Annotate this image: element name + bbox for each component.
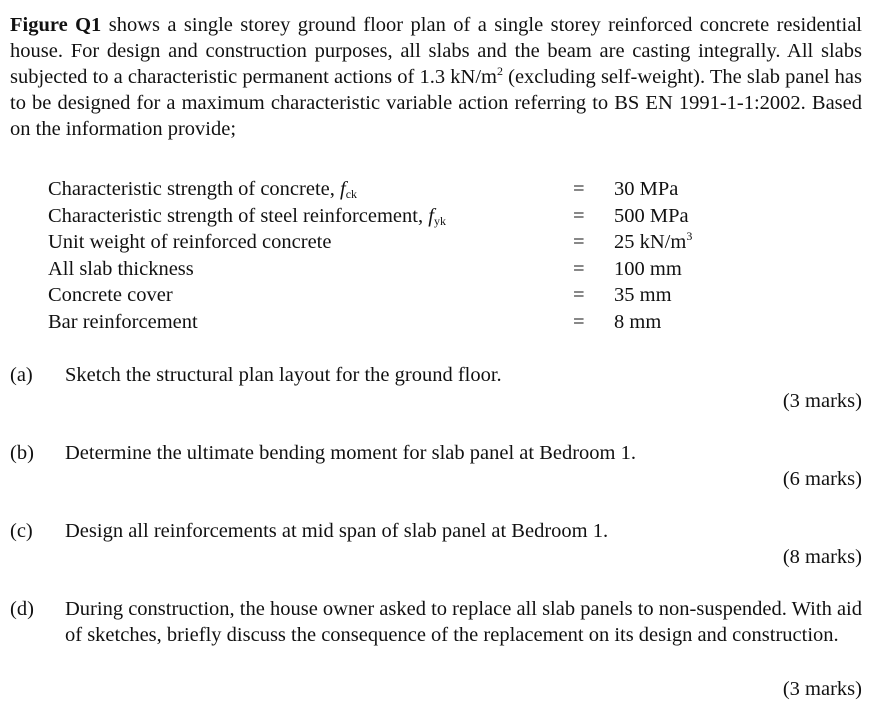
parameter-value-text: 8 mm: [614, 310, 662, 333]
question-text: Design all reinforcements at mid span of slab panel at Bedroom 1.: [65, 520, 609, 542]
question-text: Determine the ultimate bending moment for slab panel at Bedroom 1.: [65, 442, 636, 464]
equals-sign: =: [573, 257, 585, 280]
parameter-value: [614, 256, 682, 283]
parameter-row: [48, 256, 748, 283]
parameter-label: [48, 229, 331, 256]
parameter-value: [614, 229, 692, 256]
parameter-row: [48, 309, 748, 336]
intro-text-part-1: shows a single storey ground floor plan of a single storey reinforced concrete residential house. For design and construction purposes, all slabs and the beam are casting integrally. All slabs subjected to a characteristic permanent actions of 1.3 kN/m: [10, 14, 862, 88]
parameter-value-text: 100 mm: [614, 257, 682, 280]
question-letter: (b): [10, 442, 34, 464]
parameter-label: [48, 176, 357, 203]
question-marks: (6 marks): [782, 468, 862, 490]
equals-sign: =: [573, 310, 585, 333]
question-marks: (3 marks): [782, 390, 862, 412]
parameter-symbol: f: [340, 178, 346, 200]
parameter-label: [48, 256, 194, 283]
parameter-label-text: Concrete cover: [48, 284, 173, 306]
parameter-value: [614, 176, 678, 203]
question-marks: (3 marks): [782, 678, 862, 700]
parameter-value: [614, 309, 661, 336]
parameter-value: [614, 203, 689, 230]
parameter-label: [48, 309, 198, 336]
question-text: Sketch the structural plan layout for the ground floor.: [65, 364, 502, 386]
parameter-label: [48, 282, 173, 309]
parameter-row: [48, 282, 748, 309]
figure-reference: Figure Q1: [10, 14, 102, 36]
parameter-label-text: Unit weight of reinforced concrete: [48, 231, 332, 253]
parameter-value: [614, 282, 672, 309]
equals-sign: =: [573, 178, 585, 200]
equals-sign: =: [573, 231, 585, 253]
parameter-value-text: 500 MPa: [614, 204, 689, 227]
intro-text-part-2: (excluding self-weight). The slab panel has to be designed for a maximum characteristic variable action referring to BS EN 1991-1-1:2002. Based on the information provide;: [10, 66, 862, 140]
equals-sign: =: [573, 204, 585, 227]
parameter-label-text: Bar reinforcement: [48, 310, 198, 333]
parameter-value-text: 35 mm: [614, 284, 672, 306]
question-letter: (d): [10, 598, 34, 620]
intro-superscript: 2: [496, 64, 503, 78]
parameter-symbol-subscript: ck: [345, 187, 358, 201]
parameter-symbol-subscript: yk: [433, 213, 446, 228]
parameter-row: [48, 203, 748, 230]
parameter-value-text: 25 kN/m: [614, 231, 687, 253]
question-marks: (8 marks): [782, 546, 862, 568]
parameter-row: [48, 176, 748, 203]
parameter-list: [48, 176, 748, 335]
equals-sign: =: [573, 284, 585, 306]
parameter-label-text: Characteristic strength of steel reinforcement,: [48, 204, 429, 227]
parameter-row: [48, 229, 748, 256]
question-letter: (c): [10, 520, 33, 542]
parameter-value-text: 30 MPa: [614, 178, 679, 200]
question-text: During construction, the house owner asked to replace all slab panels to non-suspended. With aid of sketches, briefly discuss the consequence of the replacement on its design and construction.: [65, 598, 862, 646]
parameter-label-text: All slab thickness: [48, 257, 194, 280]
parameter-value-superscript: 3: [686, 229, 693, 243]
question-letter: (a): [10, 364, 33, 386]
intro-paragraph: [10, 12, 862, 142]
parameter-label-text: Characteristic strength of concrete,: [48, 178, 340, 200]
parameter-label: [48, 203, 446, 230]
parameter-symbol: f: [428, 204, 434, 227]
